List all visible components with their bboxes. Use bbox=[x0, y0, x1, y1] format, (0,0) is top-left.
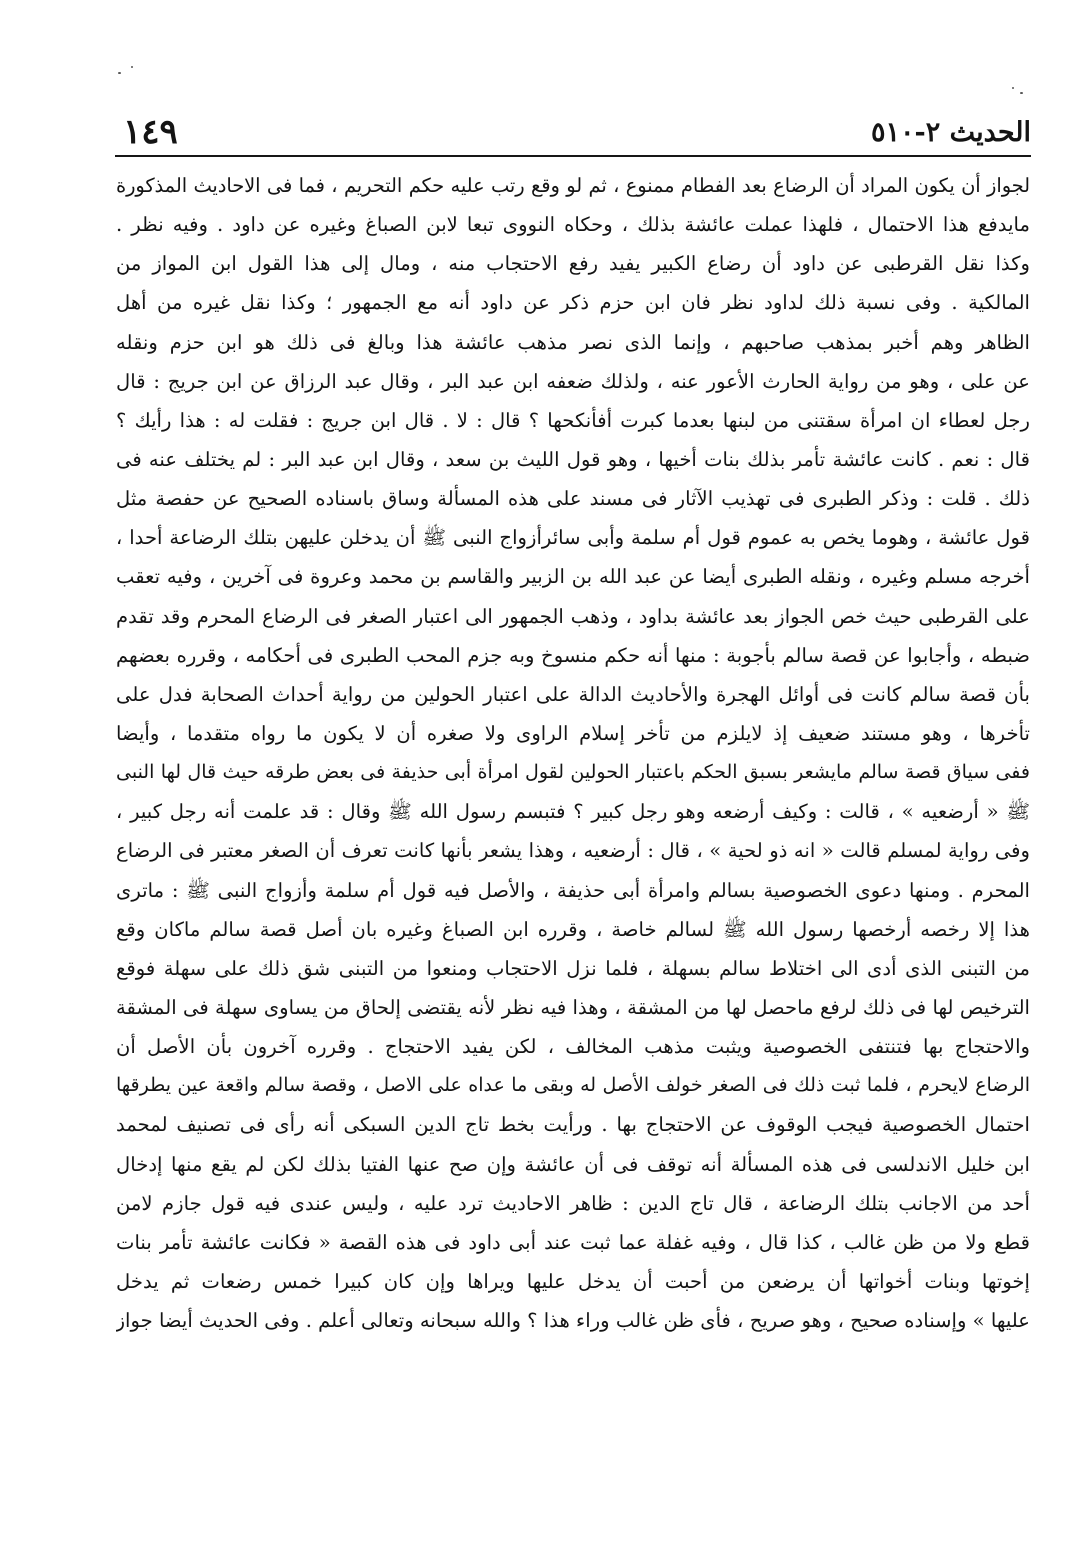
text-line: المحرم . ومنها دعوى الخصوصية بسالم وامرأة أبى حذيفة ، والأصل فيه قول أم سلمة وأزواج النبى ﷺ : ماترى bbox=[116, 878, 1030, 902]
text-line: مايدفع هذا الاحتمال ، فلهذا عملت عائشة بذلك ، وحكاه النووى تبعا لابن الصباغ وغيره عن داود . وفيه نظر . bbox=[116, 213, 1030, 237]
text-line: قال : نعم . كانت عائشة تأمر بذلك بنات أخيها ، وهو قول الليث بن سعد ، وقال ابن عبد البر : لم يختلف عنه فى bbox=[116, 447, 1030, 471]
page-number: ١٤٩ bbox=[123, 112, 178, 152]
text-line: أحد من الاجانب بتلك الرضاعة ، قال تاج الدين : ظاهر الاحاديث ترد عليه ، وليس عندى فيه قول جازم لامن bbox=[116, 1191, 1030, 1215]
text-line: قطع ولا من ظن غالب ، كذا قال ، وفيه غفلة عما ثبت عند أبى داود فى هذه القصة « فكانت عائشة تأمر بنات bbox=[116, 1230, 1030, 1254]
text-line: والاحتجاج بها فتنتفى الخصوصية ويثبت مذهب المخالف ، لكن يفيد الاحتجاج . وقرره آخرون بأن الأصل أن bbox=[116, 1035, 1030, 1059]
text-line: الترخيص لها فى ذلك لرفع ماحصل لها من المشقة ، وهذا فيه نظر لأنه يقتضى إلحاق من يساوى سهلة فى المشقة bbox=[116, 995, 1030, 1019]
text-line: ﷺ « أرضعيه » ، قالت : وكيف أرضعه وهو رجل كبير ؟ فتبسم رسول الله ﷺ وقال : قد علمت أنه رجل كبير ، bbox=[116, 800, 1030, 824]
scan-speck bbox=[1020, 92, 1023, 94]
text-line: هذا إلا رخصه أرخصها رسول الله ﷺ لسالم خاصة ، وقرره ابن الصباغ وغيره بان أصل قصة سالم ماكان وقع bbox=[116, 917, 1030, 941]
text-line: قول عائشة ، وهوما يخص به عموم قول أم سلمة وأبى سائرأزواج النبى ﷺ أن يدخلن عليهن بتلك الرضاعة أحدا ، bbox=[116, 526, 1030, 550]
text-line: تأخرها ، وهو مستند ضعيف إذ لايلزم من تأخر إسلام الراوى ولا صغره أن لا يكون ما رواه متقدما ، وأيضا bbox=[116, 721, 1030, 745]
text-line: الظاهر وهم أخبر بمذهب صاحبهم ، وإنما الذى نصر مذهب عائشة هذا وبالغ فى ذلك هو ابن حزم ونقله bbox=[116, 330, 1030, 354]
text-line: أخرجه مسلم وغيره ، ونقله الطبرى أيضا عن عبد الله بن الزبير والقاسم بن محمد وعروة فى آخرين ، وفيه تعقب bbox=[116, 565, 1030, 589]
running-title: الحديث ٢-٥١٠ bbox=[870, 117, 1031, 148]
text-line: وكذا نقل القرطبى عن داود أن رضاع الكبير يفيد رفع الاحتجاب منه ، ومال إلى هذا القول ابن المواز من bbox=[116, 252, 1030, 276]
text-line: ففى سياق قصة سالم مايشعر بسبق الحكم باعتبار الحولين لقول امرأة أبى حذيفة فى بعض طرقه حيث قال لها النبى bbox=[116, 761, 1030, 784]
text-line: ضبطه ، وأجابوا عن قصة سالم بأجوبة : منها أنه حكم منسوخ وبه جزم المحب الطبرى فى أحكامه ، وقرره بعضهم bbox=[116, 643, 1030, 667]
text-line: الرضاع لايحرم ، فلما ثبت ذلك فى الصغر خولف الأصل له وبقى ما عداه على الاصل ، وقصة سالم واقعة عين يطرقها bbox=[116, 1074, 1030, 1097]
text-line: بأن قصة سالم كانت فى أوائل الهجرة والأحاديث الدالة على اعتبار الحولين من رواية أحداث الصحابة فدل على bbox=[116, 682, 1030, 706]
text-line: المالكية . وفى نسبة ذلك لداود نظر فان ابن حزم ذكر عن داود أنه مع الجمهور ؛ وكذا نقل غيره من أهل bbox=[116, 291, 1030, 315]
header-rule bbox=[115, 155, 1031, 157]
text-line: على القرطبى حيث خص الجواز بعد عائشة بداود ، وذهب الجمهور الى اعتبار الصغر فى الرضاع المحرم وقد تقدم bbox=[116, 604, 1030, 628]
text-line: عليها » وإسناده صحيح ، وهو صريح ، فأى ظن غالب وراء هذا ؟ والله سبحانه وتعالى أعلم . وفى الحديث أيضا جواز bbox=[116, 1309, 1030, 1333]
text-line: ذلك . قلت : وذكر الطبرى فى تهذيب الآثار فى مسند على هذه المسألة وساق باسناده الصحيح عن حفصة مثل bbox=[116, 487, 1030, 511]
body-text bbox=[116, 166, 1030, 1340]
text-line: ابن خليل الاندلسى فى هذه المسألة أنه توقف فى أن عائشة وإن صح عنها الفتيا بذلك لكن لم يقع منها إدخال bbox=[116, 1152, 1030, 1176]
text-line: رجل لعطاء ان امرأة سقتنى من لبنها بعدما كبرت أفأنكحها ؟ قال : لا . قال ابن جريج : فقلت له : هذا رأيك ؟ bbox=[116, 408, 1030, 432]
scan-speck bbox=[118, 72, 121, 74]
text-line: لجواز أن يكون المراد أن الرضاع بعد الفطام ممنوع ، ثم لو وقع رتب عليه حكم التحريم ، فما فى الاحاديث المذكورة bbox=[116, 174, 1030, 197]
page-header bbox=[115, 112, 1031, 154]
scan-speck bbox=[131, 66, 133, 68]
text-line: من التبنى الذى أدى الى اختلاط سالم بسهلة ، فلما نزل الاحتجاب ومنعوا من التبنى شق ذلك على سهلة فوقع bbox=[116, 956, 1030, 980]
text-line: احتمال الخصوصية فيجب الوقوف عن الاحتجاج بها . ورأيت بخط تاج الدين السبكى أنه رأى فى تصنيف لمحمد bbox=[116, 1113, 1030, 1137]
text-line: وفى رواية لمسلم قالت « انه ذو لحية » ، قال : أرضعيه ، وهذا يشعر بأنها كانت تعرف أن الصغر معتبر فى الرضاع bbox=[116, 839, 1030, 863]
text-line: عن على ، وهو من رواية الحارث الأعور عنه ، ولذلك ضعفه ابن عبد البر ، وقال عبد الرزاق عن ابن جريج : قال bbox=[116, 369, 1030, 393]
text-line: إخوتها وبنات أخواتها أن يرضعن من أحبت أن يدخل عليها ويراها وإن كان كبيرا خمس رضعات ثم يدخل bbox=[116, 1269, 1030, 1293]
scan-speck bbox=[1012, 87, 1014, 89]
